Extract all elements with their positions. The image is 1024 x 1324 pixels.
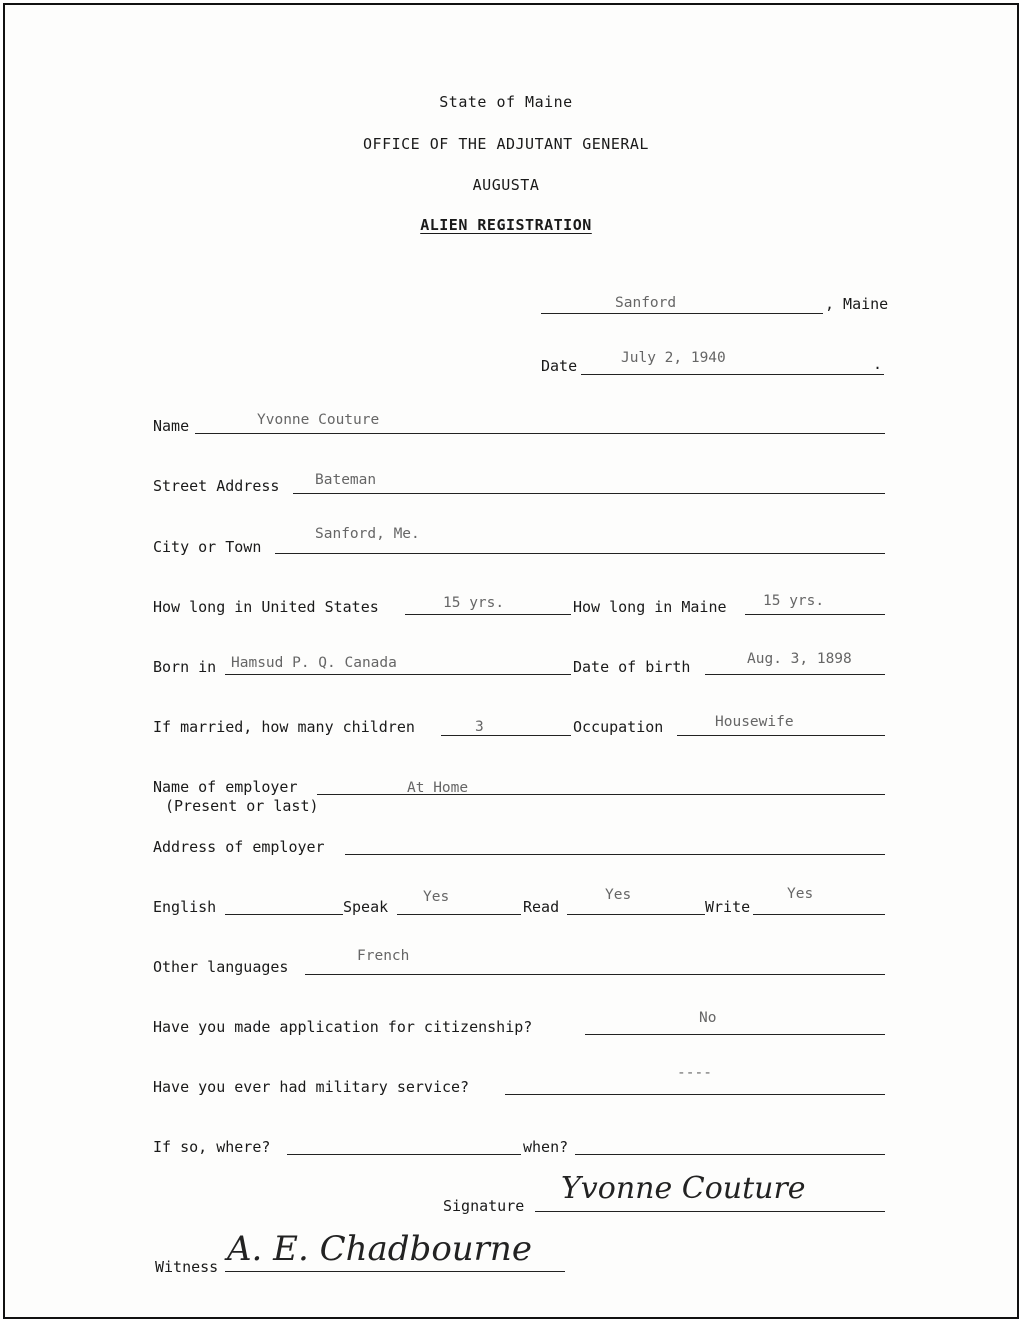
write-value: Yes: [787, 886, 814, 902]
occupation-value: Housewife: [715, 714, 794, 730]
military-line: [505, 1094, 885, 1095]
children-line: [441, 735, 571, 736]
dob-line: [705, 674, 885, 675]
born-in-label: Born in: [153, 658, 217, 676]
name-label: Name: [153, 417, 190, 435]
occupation-label: Occupation: [573, 718, 664, 736]
witness-handwriting: A. E. Chadbourne: [227, 1229, 532, 1269]
employer-label: Name of employer: [153, 778, 298, 796]
us-duration-line: [405, 614, 571, 615]
header-office: OFFICE OF THE ADJUTANT GENERAL: [363, 135, 649, 153]
military-value: ----: [677, 1065, 712, 1081]
english-line: [225, 914, 343, 915]
employer-value: At Home: [407, 780, 469, 796]
read-line: [567, 914, 705, 915]
where-label: If so, where?: [153, 1138, 271, 1156]
maine-duration-label: How long in Maine: [573, 598, 727, 616]
street-line: [293, 493, 885, 494]
signature-label: Signature: [443, 1197, 525, 1215]
signature-handwriting: Yvonne Couture: [561, 1171, 806, 1206]
street-label: Street Address: [153, 477, 280, 495]
children-label: If married, how many children: [153, 718, 415, 736]
city-value: Sanford, Me.: [315, 526, 420, 542]
when-label: when?: [523, 1138, 569, 1156]
street-value: Bateman: [315, 472, 377, 488]
city-line: [275, 553, 885, 554]
speak-label: Speak: [343, 898, 389, 916]
date-end: .: [873, 355, 883, 373]
signature-line: [535, 1211, 885, 1212]
speak-line: [397, 914, 521, 915]
dob-value: Aug. 3, 1898: [747, 651, 852, 667]
witness-label: Witness: [155, 1258, 219, 1276]
date-value: July 2, 1940: [621, 350, 726, 366]
city-label: City or Town: [153, 538, 262, 556]
place-value: Sanford: [615, 295, 677, 311]
date-label: Date: [541, 357, 578, 375]
dob-label: Date of birth: [573, 658, 691, 676]
us-duration-label: How long in United States: [153, 598, 379, 616]
maine-duration-line: [745, 614, 885, 615]
witness-line: [225, 1271, 565, 1272]
name-line: [195, 433, 885, 434]
maine-duration-value: 15 yrs.: [763, 593, 825, 609]
name-value: Yvonne Couture: [257, 412, 380, 428]
military-label: Have you ever had military service?: [153, 1078, 470, 1096]
born-in-value: Hamsud P. Q. Canada: [231, 655, 397, 671]
employer-address-line: [345, 854, 885, 855]
employer-sublabel: (Present or last): [165, 797, 319, 815]
place-suffix: , Maine: [825, 295, 889, 313]
write-label: Write: [705, 898, 751, 916]
citizenship-line: [585, 1034, 885, 1035]
other-languages-value: French: [357, 948, 410, 964]
employer-address-label: Address of employer: [153, 838, 325, 856]
english-label: English: [153, 898, 217, 916]
citizenship-label: Have you made application for citizenship?: [153, 1018, 533, 1036]
citizenship-value: No: [699, 1010, 717, 1026]
place-line: [541, 313, 823, 314]
where-line: [287, 1154, 521, 1155]
when-line: [575, 1154, 885, 1155]
header-city: AUGUSTA: [472, 176, 540, 194]
read-label: Read: [523, 898, 560, 916]
other-languages-label: Other languages: [153, 958, 289, 976]
us-duration-value: 15 yrs.: [443, 595, 505, 611]
date-line: [581, 374, 884, 375]
read-value: Yes: [605, 887, 632, 903]
form-title: ALIEN REGISTRATION: [420, 216, 592, 234]
registration-form: [3, 3, 1019, 1319]
employer-line: [317, 794, 885, 795]
write-line: [753, 914, 885, 915]
speak-value: Yes: [423, 889, 450, 905]
born-in-line: [225, 674, 571, 675]
children-value: 3: [475, 719, 484, 735]
other-languages-line: [305, 974, 885, 975]
header-state: State of Maine: [439, 93, 573, 111]
occupation-line: [677, 735, 885, 736]
